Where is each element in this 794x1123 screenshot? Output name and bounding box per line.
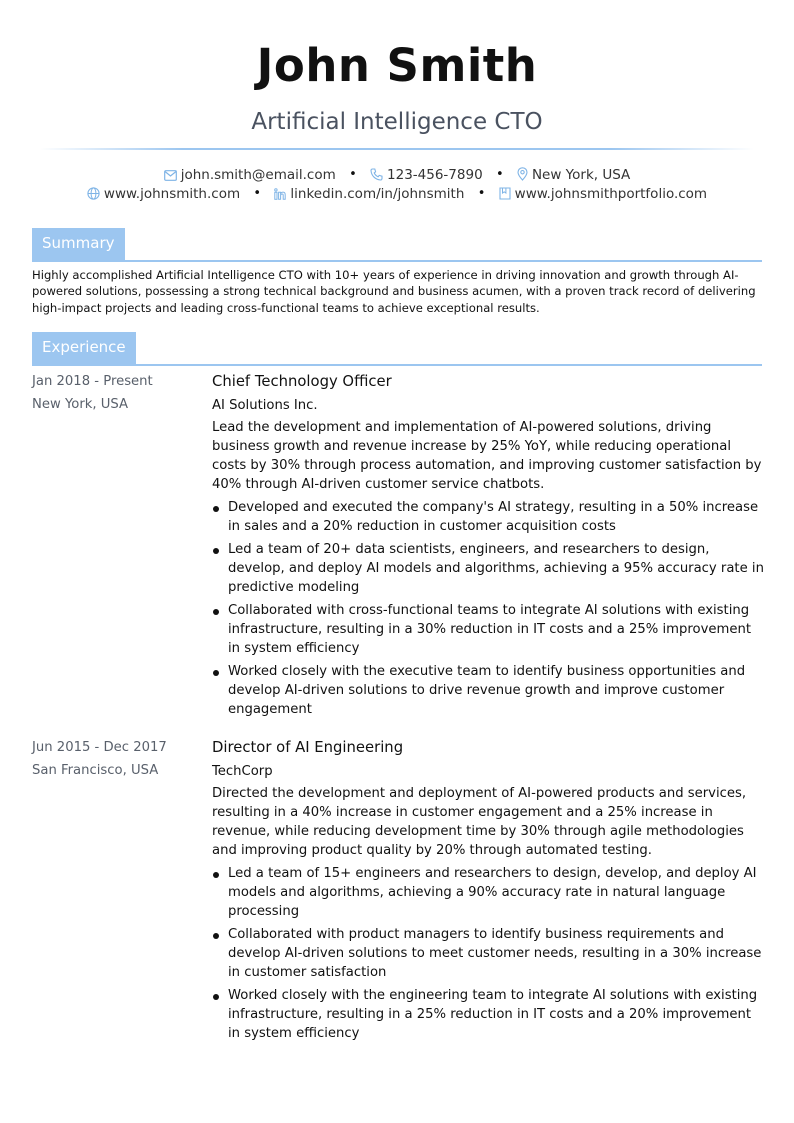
bullet-text: Led a team of 20+ data scientists, engineers, and researchers to design, develop, and deploy AI models and algorithms, achieving a 95% accuracy rate in predictive modeling [228, 542, 764, 595]
bullet-icon [213, 506, 219, 512]
bullet-text: Collaborated with cross-functional teams to integrate AI solutions with existing infrastructure, resulting in a 30% reduction in IT costs and a 25% improvement in system efficiency [228, 603, 751, 656]
separator-dot: • [495, 167, 504, 182]
job-bullets [212, 498, 764, 719]
list-item [212, 864, 764, 921]
job-location: New York, USA [32, 397, 129, 412]
list-item [212, 498, 764, 536]
bullet-icon [213, 670, 219, 676]
phone-icon [370, 168, 383, 181]
contact-website-text: www.johnsmith.com [103, 186, 241, 202]
bullet-icon [213, 548, 219, 554]
bullet-icon [213, 933, 219, 939]
bullet-icon [213, 994, 219, 1000]
summary-section-header [32, 228, 762, 262]
list-item [212, 986, 764, 1043]
candidate-title: Artificial Intelligence CTO [251, 109, 543, 135]
list-item [212, 601, 764, 658]
contact-linkedin[interactable] [274, 185, 464, 203]
job-company: AI Solutions Inc. [212, 398, 318, 413]
job-dates: Jan 2018 - Present [32, 374, 153, 389]
summary-heading: Summary [32, 228, 125, 260]
candidate-name: John Smith [256, 39, 538, 92]
bullet-text: Developed and executed the company's AI strategy, resulting in a 50% increase in sales and a 20% reduction in customer acquisition costs [228, 500, 759, 534]
bullet-icon [213, 872, 219, 878]
contact-location-text: New York, USA [531, 167, 631, 183]
contact-email[interactable] [164, 166, 336, 184]
list-item [212, 662, 764, 719]
contact-phone[interactable] [370, 166, 483, 184]
bullet-text: Worked closely with the engineering team to integrate AI solutions with existing infrastructure, resulting in a 25% reduction in IT costs and a 20% improvement in system efficiency [228, 988, 758, 1041]
contact-row-primary [0, 166, 794, 184]
contact-website[interactable] [87, 185, 240, 203]
bullet-text: Led a team of 15+ engineers and researchers to design, develop, and deploy AI models and algorithms, achieving a 90% accuracy rate in natural language processing [228, 866, 757, 919]
globe-icon [87, 187, 100, 200]
linkedin-icon [274, 188, 286, 200]
job-role: Director of AI Engineering [212, 739, 404, 756]
contact-email-text: john.smith@email.com [180, 167, 336, 183]
contact-portfolio[interactable] [499, 185, 707, 203]
separator-dot: • [477, 186, 486, 201]
job-description: Lead the development and implementation of AI-powered solutions, driving business growth and revenue increase by 25% YoY, while reducing operational costs by 30% through process automation, and improving customer satisfaction by 40% through AI-driven customer service chatbots. [212, 420, 762, 492]
job-details [212, 736, 764, 1047]
bullet-text: Collaborated with product managers to identify business requirements and develop AI-driven solutions to meet customer needs, resulting in a 30% increase in customer satisfaction [228, 927, 762, 980]
list-item [212, 540, 764, 597]
summary-text: Highly accomplished Artificial Intelligence CTO with 10+ years of experience in driving innovation and growth through AI-powered solutions, possessing a strong technical background and business acumen, with a proven track record of delivering high-impact projects and leading cross-functional teams to achieve exceptional results. [32, 268, 756, 315]
contact-location [517, 166, 630, 184]
job-dates: Jun 2015 - Dec 2017 [32, 740, 167, 755]
job-location: San Francisco, USA [32, 763, 159, 778]
bullet-icon [213, 609, 219, 615]
job-details [212, 370, 764, 723]
separator-dot: • [349, 167, 357, 182]
list-item [212, 925, 764, 982]
portfolio-icon [499, 187, 511, 200]
separator-dot: • [253, 186, 262, 201]
experience-heading: Experience [32, 332, 136, 364]
contact-phone-text: 123-456-7890 [387, 167, 483, 183]
job-description: Directed the development and deployment of AI-powered products and services, resulting in a 40% increase in customer engagement and a 25% increase in revenue, while reducing development time by 30% through agile methodologies and improving product quality by 20% through automated testing. [212, 786, 747, 858]
job-company: TechCorp [212, 764, 273, 779]
map-pin-icon [517, 167, 528, 181]
contact-linkedin-text: linkedin.com/in/johnsmith [290, 186, 465, 202]
contact-portfolio-text: www.johnsmithportfolio.com [514, 186, 708, 202]
bullet-text: Worked closely with the executive team to identify business opportunities and develop AI-driven solutions to drive revenue growth and improve customer engagement [228, 664, 746, 717]
experience-section-header [32, 332, 762, 366]
job-role: Chief Technology Officer [212, 373, 392, 390]
header-divider [40, 148, 754, 150]
envelope-icon [164, 170, 177, 181]
job-bullets [212, 864, 764, 1043]
contact-row-secondary [0, 185, 794, 203]
